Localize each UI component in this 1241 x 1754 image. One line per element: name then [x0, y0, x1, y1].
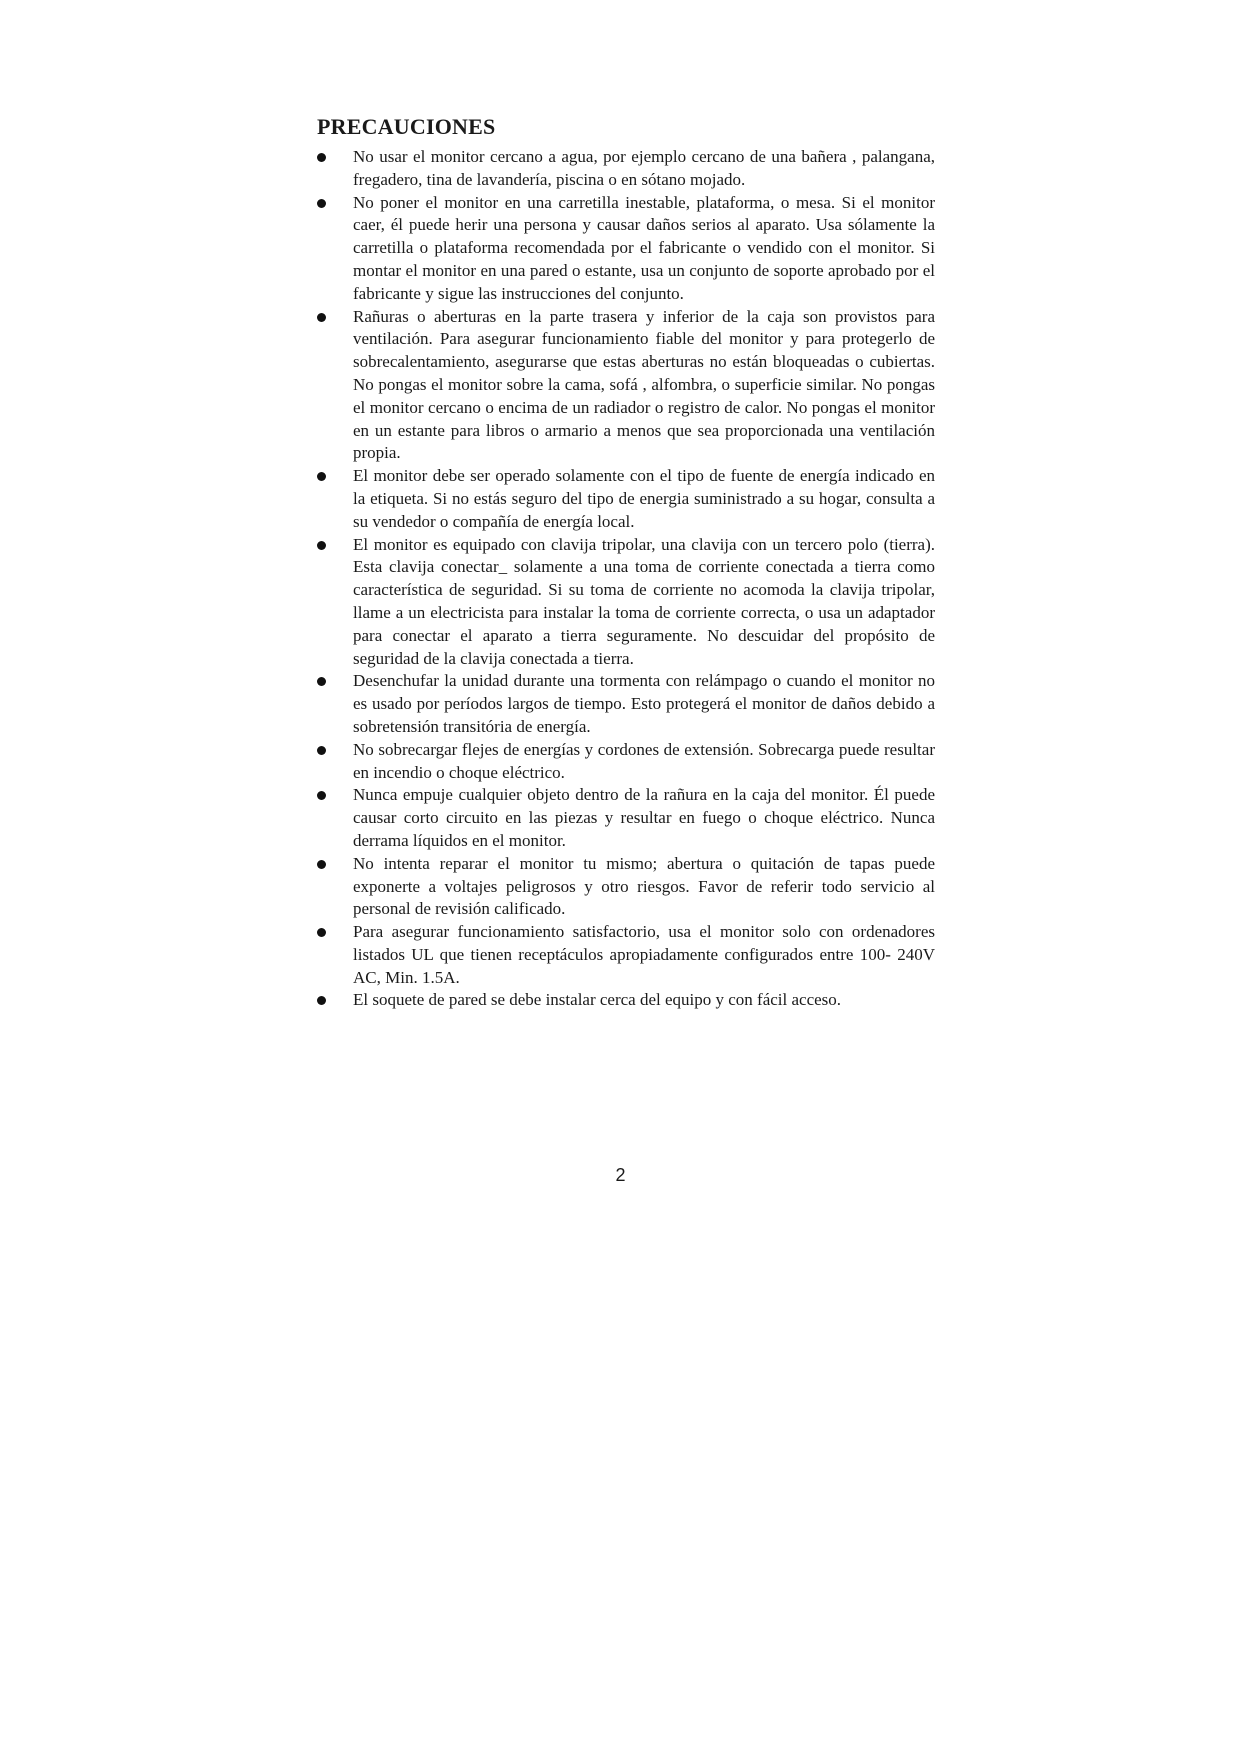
list-item-text: El monitor debe ser operado solamente con el tipo de fuente de energía indicado en la etiqueta. Si no estás seguro del tipo de energia suministrado a su hogar, consulta a su vendedor o compañía de energía local.: [353, 466, 935, 531]
list-item: [317, 192, 935, 306]
precautions-list: [317, 146, 935, 1012]
bullet-icon: [317, 677, 326, 686]
page-number: 2: [615, 1165, 626, 1185]
bullet-icon: [317, 541, 326, 550]
list-item: [317, 784, 935, 852]
list-item: [317, 465, 935, 533]
bullet-icon: [317, 791, 326, 800]
list-item-text: Rañuras o aberturas en la parte trasera y inferior de la caja son provistos para ventilación. Para asegurar funcionamiento fiable del monitor y para protegerlo de sobrecalentamiento, asegurarse que estas aberturas no están bloqueadas o cubiertas. No pongas el monitor sobre la cama, sofá , alfombra, o superficie similar. No pongas el monitor cercano o encima de un radiador o registro de calor. No pongas el monitor en un estante para libros o armario a menos que sea proporcionada una ventilación propia.: [353, 306, 935, 463]
list-item: [317, 921, 935, 989]
list-item-text: Desenchufar la unidad durante una tormenta con relámpago o cuando el monitor no es usado por períodos largos de tiempo. Esto protegerá el monitor de daños debido a sobretensión transitória de energía.: [353, 671, 935, 736]
bullet-icon: [317, 860, 326, 869]
list-item-text: Para asegurar funcionamiento satisfactorio, usa el monitor solo con ordenadores listados UL que tienen receptáculos apropiadamente configurados entre 100- 240V AC, Min. 1.5A.: [353, 922, 935, 987]
list-item-text: Nunca empuje cualquier objeto dentro de la rañura en la caja del monitor. Él puede causar corto circuito en las piezas y resultar en fuego o choque eléctrico. Nunca derrama líquidos en el monitor.: [353, 785, 935, 850]
list-item-text: El monitor es equipado con clavija tripolar, una clavija con un tercero polo (tierra). Esta clavija conectar_ solamente a una toma de corriente conectada a tierra como característica de seguridad. Si su toma de corriente no acomoda la clavija tripolar, llame a un electricista para instalar la toma de corriente correcta, o usa un adaptador para conectar el aparato a tierra seguramente. No descuidar del propósito de seguridad de la clavija conectada a tierra.: [353, 534, 935, 668]
page-title: PRECAUCIONES: [317, 114, 496, 139]
bullet-icon: [317, 153, 326, 162]
bullet-icon: [317, 746, 326, 755]
list-item-text: No usar el monitor cercano a agua, por ejemplo cercano de una bañera , palangana, fregadero, tina de lavandería, piscina o en sótano mojado.: [353, 147, 935, 189]
list-item-text: No intenta reparar el monitor tu mismo; abertura o quitación de tapas puede exponerte a voltajes peligrosos y otro riesgos. Favor de referir todo servicio al personal de revisión calificado.: [353, 853, 935, 919]
list-item-text: No poner el monitor en una carretilla inestable, plataforma, o mesa. Si el monitor caer, él puede herir una persona y causar daños serios al aparato. Usa sólamente la carretilla o plataforma recomendada por el fabricante o vendido con el monitor. Si montar el monitor en una pared o estante, usa un conjunto de soporte aprobado por el fabricante y sigue las instrucciones del conjunto.: [353, 192, 935, 303]
list-item: [317, 534, 935, 671]
bullet-icon: [317, 199, 326, 208]
list-item-text: El soquete de pared se debe instalar cerca del equipo y con fácil acceso.: [353, 990, 842, 1010]
bullet-icon: [317, 996, 326, 1005]
list-item: [317, 306, 935, 466]
list-item: [317, 853, 935, 921]
bullet-icon: [317, 472, 326, 481]
list-item: [317, 146, 935, 192]
list-item-text: No sobrecargar flejes de energías y cordones de extensión. Sobrecarga puede resultar en incendio o choque eléctrico.: [353, 739, 935, 782]
document-page: [317, 112, 935, 1012]
list-item: [317, 670, 935, 738]
bullet-icon: [317, 313, 326, 322]
list-item: [317, 739, 935, 785]
list-item: [317, 989, 935, 1012]
bullet-icon: [317, 928, 326, 937]
